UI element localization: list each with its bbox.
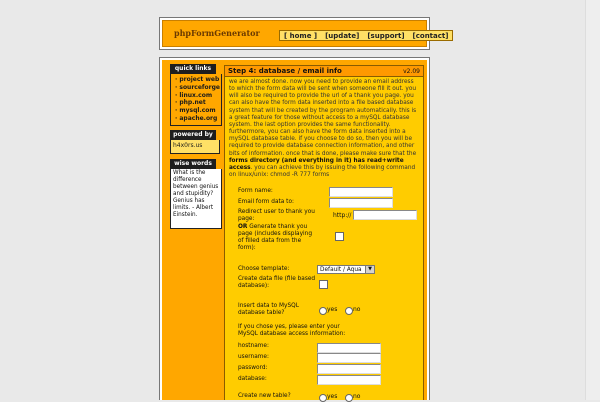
top-nav — [279, 30, 453, 41]
intro-text — [229, 79, 421, 179]
redirect-label: Redirect user to thank you page: — [238, 209, 315, 222]
intro-text-a: we are almost done. now you need to provide an email address to which the form data will be sent when someone fill it out. you will also be required to provide the url of a thank you page. you can also have the form data inserted into a file based database system that will be created by the program automatically. this is a great feature for those without access to a mySQL database system. the last option provides the same functionality. furthermore, you can also have the form data inserted into a mySQL database table. if you choose to do so, then you will be required to provide database connection information, and other bits of information. once that is done, please make sure that the — [229, 79, 417, 157]
powered-by-link[interactable]: h4x0rs.us — [170, 140, 220, 154]
nav-contact-link[interactable]: [contact] — [412, 32, 449, 40]
quick-links-title: quick links — [170, 64, 216, 74]
powered-by-title: powered by — [170, 130, 216, 140]
create-table-yes-label: yes — [327, 393, 338, 400]
insert-mysql-no-radio[interactable] — [345, 307, 353, 315]
username-input[interactable] — [317, 353, 381, 363]
email-label: Email form data to: — [238, 199, 294, 205]
chevron-down-icon[interactable]: ▼ — [365, 266, 374, 273]
insert-mysql-no-label: no — [353, 306, 361, 313]
quick-link-mysql[interactable]: · mysql.com — [175, 107, 216, 115]
step-header — [225, 66, 423, 77]
password-label: password: — [238, 365, 268, 371]
quick-link-php[interactable]: · php.net — [175, 99, 206, 107]
generate-thankyou-checkbox[interactable] — [335, 232, 344, 241]
hostname-input[interactable] — [317, 343, 381, 353]
form-name-input[interactable] — [329, 187, 393, 197]
step-panel — [224, 65, 424, 400]
username-label: username: — [238, 354, 269, 360]
database-input[interactable] — [317, 375, 381, 385]
create-data-file-label: Create data file (file based database): — [238, 276, 316, 289]
template-value: Default / Aqua — [320, 267, 362, 273]
db-info-label: If you chose yes, please enter your MySQL database access information: — [238, 324, 346, 337]
nav-home-link[interactable]: [ home ] — [284, 32, 318, 40]
generate-thankyou-text: Generate thank you page (includes displaying of filled data from the form): — [238, 224, 312, 251]
wise-words-text: What is the difference between genius and stupidity? Genius has limits. - Albert Einstein. — [170, 169, 222, 229]
generate-thankyou-label — [238, 224, 318, 252]
redirect-url-input[interactable] — [353, 210, 417, 220]
site-title: phpFormGenerator — [174, 28, 260, 38]
quick-links-box — [170, 74, 222, 126]
or-label: OR — [238, 224, 248, 230]
insert-mysql-label: Insert data to MySQL database table? — [238, 303, 299, 316]
nav-update-link[interactable]: [update] — [325, 32, 360, 40]
template-label: Choose template: — [238, 266, 290, 272]
hostname-label: hostname: — [238, 343, 269, 349]
database-label: database: — [238, 376, 267, 382]
redirect-prefix: http:// — [333, 212, 352, 219]
email-input[interactable] — [329, 198, 393, 208]
quick-link-apache[interactable]: · apache.org — [175, 114, 218, 122]
create-table-no-radio[interactable] — [345, 394, 353, 402]
form-name-label: Form name: — [238, 188, 273, 194]
insert-mysql-yes-label: yes — [327, 306, 338, 313]
wise-words-title: wise words — [170, 159, 216, 169]
page-scrollbar[interactable] — [585, 0, 600, 400]
step-title: Step 4: database / email info — [228, 67, 342, 75]
nav-support-link[interactable]: [support] — [367, 32, 405, 40]
create-table-label: Create new table? — [238, 393, 291, 399]
insert-mysql-yes-radio[interactable] — [319, 307, 327, 315]
intro-text-bold: forms directory (and everything in it) has read+write access — [229, 157, 404, 171]
quick-link-linux[interactable]: · linux.com — [175, 91, 213, 99]
create-data-file-checkbox[interactable] — [319, 280, 328, 289]
template-select[interactable] — [317, 265, 375, 274]
password-input[interactable] — [317, 364, 381, 374]
intro-text-b: . you can achieve this by issuing the following command on linux/unix: chmod -R 777 forms — [229, 164, 416, 179]
create-table-no-label: no — [353, 393, 361, 400]
quick-link-sourceforge[interactable]: · sourceforge — [175, 83, 220, 91]
version-label: v2.09 — [403, 67, 420, 75]
quick-link-project-web[interactable]: · project web — [175, 76, 220, 83]
create-table-yes-radio[interactable] — [319, 394, 327, 402]
